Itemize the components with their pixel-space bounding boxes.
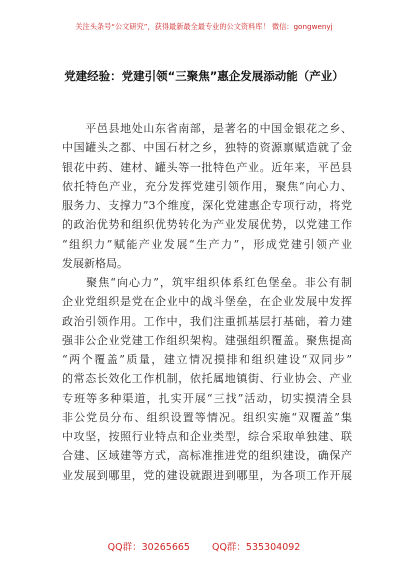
header-ad-text: 关注头条号“公文研究”，获得最新最全最专业的公文资料库！ 微信：gongwenyj <box>75 22 333 31</box>
body-line: 的常态长效化工作机制，依托属地镇街、行业协会、产业 <box>62 372 352 386</box>
body-line: “组织力”赋能产业发展“生产力”，形成党建引领产业 <box>62 237 352 251</box>
body-line: “两个覆盖”质量，建立情况摸排和组织建设“双同步” <box>62 353 352 366</box>
body-line: 银花中药、建材、罐头等一批特色产业。近年来，平邑县 <box>62 160 352 174</box>
body-line: 强非公企业党建工作组织架构。建强组织覆盖。聚焦提高 <box>62 333 352 347</box>
document-title: 党建经验：党建引领“三聚焦”惠企发展添动能（产业） <box>64 69 344 83</box>
body-line: 平邑县地处山东省南部，是著名的中国金银花之乡、 <box>62 122 352 135</box>
body-line: 专班等多种渠道，扎实开展“三找”活动，切实摸清全县 <box>62 391 352 405</box>
body-line: 非公党员分布、组织设置等情况。组织实施“双覆盖”集 <box>62 410 352 424</box>
footer-qq-groups <box>0 539 408 553</box>
body-line: 中国罐头之都、中国石材之乡，独特的资源禀赋造就了金 <box>62 141 352 155</box>
footer-qq-group-2: QQ群：535304092 <box>211 542 301 553</box>
body-line: 的政治优势和组织优势转化为产业发展优势，以党建工作 <box>62 218 352 232</box>
body-line: 业发展到哪里，党的建设就跟进到哪里，为各项工作开展 <box>62 468 352 482</box>
body-line: 服务力、支撑力”3个维度，深化党建惠企专项行动，将党 <box>62 199 352 212</box>
body-line: 企业党组织是党在企业中的战斗堡垒，在企业发展中发挥 <box>62 295 352 309</box>
body-line: 依托特色产业，充分发挥党建引领作用，聚焦“向心力、 <box>62 179 352 193</box>
body-line: 中攻坚，按照行业特点和企业类型，综合采取单独建、联 <box>62 430 352 443</box>
body-line: 发展新格局。 <box>62 256 128 270</box>
body-line: 聚焦“向心力”，筑牢组织体系红色堡垒。非公有制 <box>62 276 352 289</box>
document-body <box>62 119 352 485</box>
footer-qq-group-1: QQ群：30265665 <box>107 542 190 553</box>
body-line: 合建、区域建等方式，高标准推进党的组织建设，确保产 <box>62 449 352 463</box>
body-line: 政治引领作用。工作中，我们注重抓基层打基础，着力建 <box>62 314 352 328</box>
